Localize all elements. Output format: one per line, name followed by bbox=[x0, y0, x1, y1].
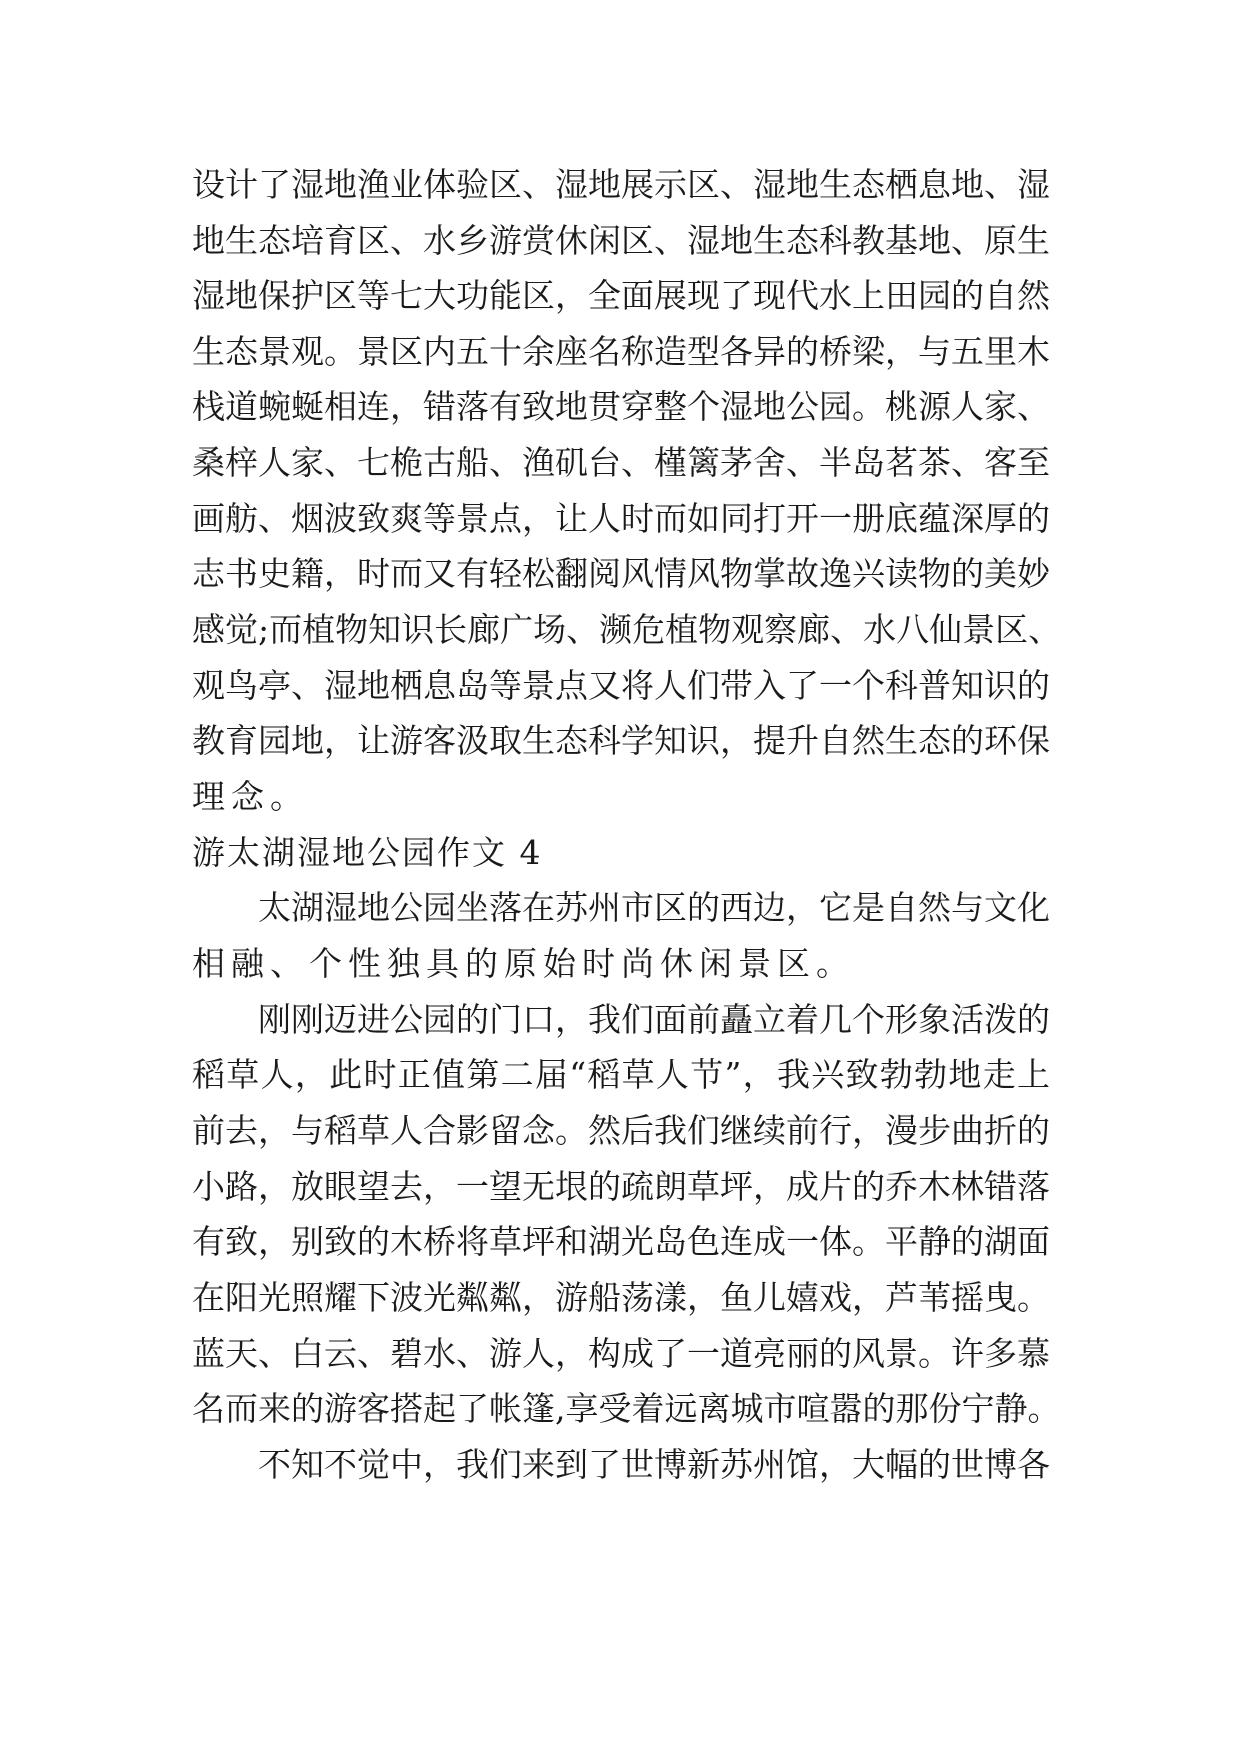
text-line: 相融、个性独具的原始时尚休闲景区。 bbox=[192, 944, 855, 983]
text-line: 设计了湿地渔业体验区、湿地展示区、湿地生态栖息地、湿 bbox=[192, 165, 1050, 204]
text-line: 不知不觉中，我们来到了世博新苏州馆，大幅的世博各 bbox=[258, 1445, 1050, 1484]
text-line: 名而来的游客搭起了帐篷,享受着远离城市喧嚣的那份宁静。 bbox=[192, 1389, 1061, 1428]
text-line: 前去，与稻草人合影留念。然后我们继续前行，漫步曲折的 bbox=[192, 1111, 1050, 1150]
text-line: 观鸟亭、湿地栖息岛等景点又将人们带入了一个科普知识的 bbox=[192, 666, 1050, 705]
text-line: 小路，放眼望去，一望无垠的疏朗草坪，成片的乔木林错落 bbox=[192, 1167, 1050, 1206]
text-line: 有致，别致的木桥将草坪和湖光岛色连成一体。平静的湖面 bbox=[192, 1222, 1050, 1261]
section-title: 游太湖湿地公园作文 4 bbox=[192, 833, 543, 872]
text-line: 湿地保护区等七大功能区，全面展现了现代水上田园的自然 bbox=[192, 276, 1050, 315]
text-line: 志书史籍，时而又有轻松翻阅风情风物掌故逸兴读物的美妙 bbox=[192, 554, 1050, 593]
text-line: 栈道蜿蜒相连，错落有致地贯穿整个湿地公园。桃源人家、 bbox=[192, 387, 1050, 426]
text-line: 教育园地，让游客汲取生态科学知识，提升自然生态的环保 bbox=[192, 721, 1050, 760]
text-line: 在阳光照耀下波光粼粼，游船荡漾，鱼儿嬉戏，芦苇摇曳。 bbox=[192, 1278, 1050, 1317]
text-line: 地生态培育区、水乡游赏休闲区、湿地生态科教基地、原生 bbox=[192, 221, 1050, 260]
text-line: 理念。 bbox=[192, 777, 309, 816]
text-line: 太湖湿地公园坐落在苏州市区的西边，它是自然与文化 bbox=[258, 888, 1050, 927]
text-line: 画舫、烟波致爽等景点，让人时而如同打开一册底蕴深厚的 bbox=[192, 499, 1050, 538]
text-line: 生态景观。景区内五十余座名称造型各异的桥梁，与五里木 bbox=[192, 332, 1050, 371]
text-line: 桑梓人家、七桅古船、渔矶台、槿篱茅舍、半岛茗茶、客至 bbox=[192, 443, 1050, 482]
text-line: 刚刚迈进公园的门口，我们面前矗立着几个形象活泼的 bbox=[258, 1000, 1050, 1039]
text-line: 稻草人，此时正值第二届“稻草人节”，我兴致勃勃地走上 bbox=[192, 1055, 1050, 1094]
text-line: 蓝天、白云、碧水、游人，构成了一道亮丽的风景。许多慕 bbox=[192, 1334, 1050, 1373]
text-line: 感觉;而植物知识长廊广场、濒危植物观察廊、水八仙景区、 bbox=[192, 610, 1062, 649]
